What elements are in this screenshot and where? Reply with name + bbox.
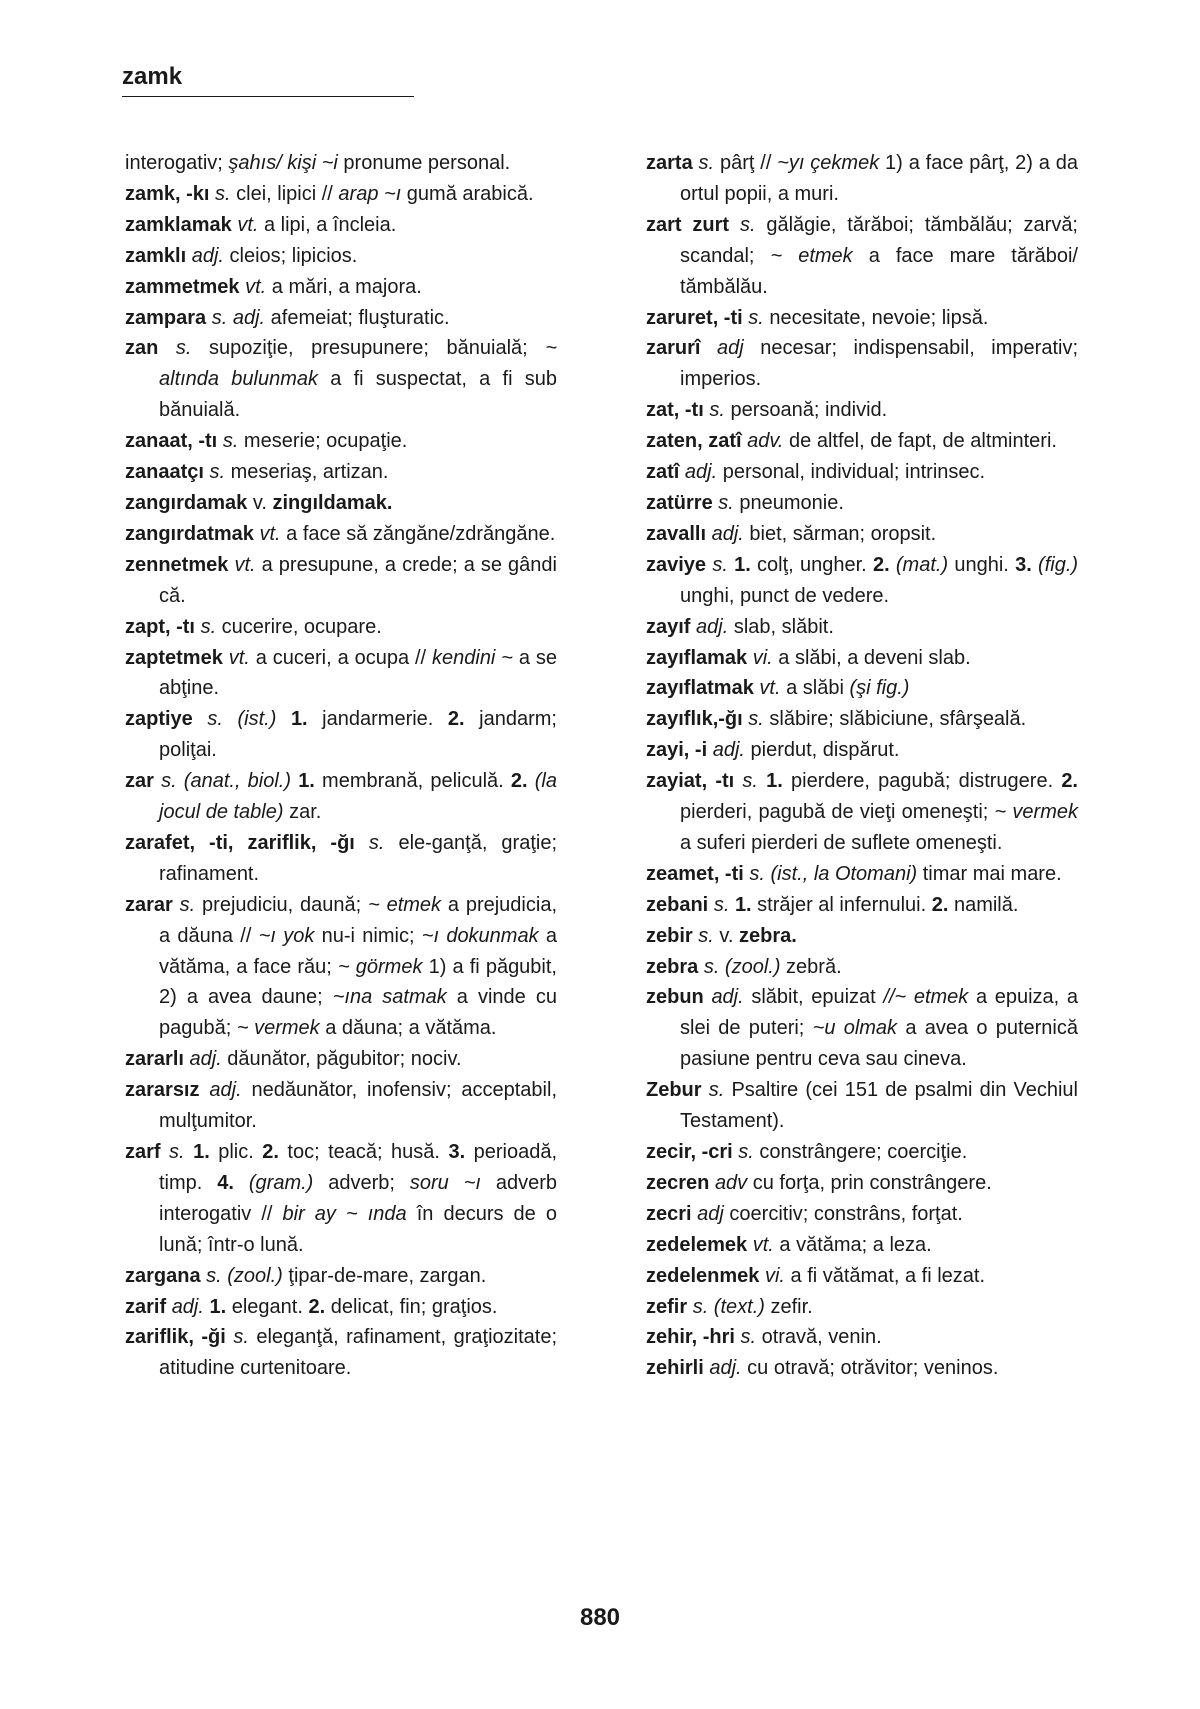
dictionary-entry: zamklı adj. cleios; lipicios.: [125, 244, 358, 267]
page-number: 880: [579, 1604, 621, 1631]
dictionary-entry: zararsız adj. nedăunător, inofensiv; acceptabil, mulţumitor.: [125, 1079, 557, 1133]
dictionary-entry: zebra s. (zool.) zebră.: [646, 955, 842, 978]
dictionary-entry: zedelenmek vi. a fi vătămat, a fi lezat.: [646, 1264, 986, 1287]
dictionary-entry: zayi, -i adj. pierdut, dispărut.: [646, 739, 900, 762]
dictionary-entry: zebani s. 1. străjer al infernului. 2. namilă.: [646, 893, 1019, 916]
dictionary-entry: zennetmek vt. a presupune, a crede; a se gândi că.: [125, 553, 557, 607]
dictionary-entry: zarar s. prejudiciu, daună; ~ etmek a prejudicia, a dăuna // ~ı yok nu-i nimic; ~ı dokunmak a vătăma, a face rău; ~ görmek 1) a fi păgubit, 2) a avea daune; ~ına satmak a vinde cu pagubă; ~ vermek a dăuna; a vătăma.: [125, 893, 557, 1040]
dictionary-entry: zarf s. 1. plic. 2. toc; teacă; husă. 3. perioadă, timp. 4. (gram.) adverb; soru ~ı adverb interogativ // bir ay ~ ında în decurs de o lună; într-o lună.: [125, 1141, 558, 1256]
dictionary-entry: zart zurt s. gălăgie, tărăboi; tămbălău; zarvă; scandal; ~ etmek a face mare tărăboi/ tămbălău.: [646, 213, 1078, 298]
dictionary-entry: zarif adj. 1. elegant. 2. delicat, fin; graţios.: [125, 1295, 498, 1318]
dictionary-entry: zayıf adj. slab, slăbit.: [646, 615, 834, 638]
dictionary-entry: zaptiye s. (ist.) 1. jandarmerie. 2. jandarm; poliţai.: [125, 708, 557, 762]
dictionary-entry: zayıflık,-ğı s. slăbire; slăbiciune, sfârşeală.: [646, 708, 1027, 731]
dictionary-entry: zariflik, -ği s. eleganţă, rafinament, graţiozitate; atitudine curtenitoare.: [125, 1326, 558, 1380]
left-column: [125, 148, 557, 1384]
dictionary-entry: interogativ; şahıs/ kişi ~i pronume personal.: [125, 152, 511, 174]
dictionary-entry: zavallı adj. biet, sărman; oropsit.: [646, 522, 937, 545]
dictionary-entry: zammetmek vt. a mări, a majora.: [125, 275, 422, 298]
dictionary-entry: zayıflamak vi. a slăbi, a deveni slab.: [646, 646, 971, 669]
dictionary-entry: zargana s. (zool.) ţipar-de-mare, zargan.: [125, 1264, 487, 1287]
dictionary-entry: zampara s. adj. afemeiat; fluşturatic.: [125, 306, 450, 329]
dictionary-entry: zecren adv cu forţa, prin constrângere.: [646, 1171, 992, 1194]
dictionary-entry: zedelemek vt. a vătăma; a leza.: [646, 1233, 932, 1256]
dictionary-entry: zatî adj. personal, individual; intrinsec.: [646, 461, 986, 484]
dictionary-entry: zebir s. v. zebra.: [646, 924, 797, 947]
dictionary-entry: zaviye s. 1. colţ, ungher. 2. (mat.) unghi. 3. (fig.) unghi, punct de vedere.: [646, 553, 1079, 607]
dictionary-entry: zangırdatmak vt. a face să zăngăne/zdrăngăne.: [125, 522, 556, 545]
dictionary-entry: zar s. (anat., biol.) 1. membrană, peliculă. 2. (la jocul de table) zar.: [125, 770, 557, 824]
dictionary-entry: zarta s. pârţ // ~yı çekmek 1) a face pârţ, 2) a da ortul popii, a muri.: [646, 152, 1079, 205]
dictionary-entry: zeamet, -ti s. (ist., la Otomani) timar mai mare.: [646, 862, 1062, 885]
dictionary-entry: zanaat, -tı s. meserie; ocupaţie.: [125, 430, 408, 453]
dictionary-entry: zarurî adj necesar; indispensabil, imperativ; imperios.: [646, 337, 1078, 391]
dictionary-entry: zaptetmek vt. a cuceri, a ocupa // kendini ~ a se abţine.: [125, 646, 558, 700]
dictionary-entry: zecri adj coercitiv; constrâns, forţat.: [646, 1202, 963, 1225]
dictionary-entry: Zebur s. Psaltire (cei 151 de psalmi din Vechiul Testament).: [646, 1079, 1078, 1133]
dictionary-entry: zamk, -kı s. clei, lipici // arap ~ı gumă arabică.: [125, 182, 534, 205]
dictionary-entry: zaruret, -ti s. necesitate, nevoie; lipsă.: [646, 306, 989, 329]
dictionary-entry: zefir s. (text.) zefir.: [646, 1295, 813, 1318]
dictionary-entry: zanaatçı s. meseriaş, artizan.: [125, 461, 389, 484]
dictionary-entry: zangırdamak v. zingıldamak.: [125, 491, 393, 514]
dictionary-entry: zaten, zatî adv. de altfel, de fapt, de altminteri.: [646, 430, 1057, 453]
dictionary-entry: zecir, -cri s. constrângere; coerciţie.: [646, 1141, 968, 1163]
right-column: [646, 148, 1078, 1384]
dictionary-entry: zamklamak vt. a lipi, a încleia.: [125, 213, 397, 236]
dictionary-entry: zayıflatmak vt. a slăbi (şi fig.): [646, 677, 910, 700]
dictionary-entry: zehir, -hri s. otravă, venin.: [646, 1326, 882, 1349]
running-head: zamk: [122, 58, 414, 97]
dictionary-entry: zebun adj. slăbit, epuizat //~ etmek a epuiza, a slei de puteri; ~u olmak a avea o puternică pasiune pentru ceva sau cineva.: [646, 986, 1078, 1071]
dictionary-entry: zararlı adj. dăunător, păgubitor; nociv.: [125, 1048, 462, 1071]
dictionary-entry: zarafet, -ti, zariflik, -ğı s. ele-ganţă, graţie; rafinament.: [125, 831, 558, 885]
dictionary-entry: zatürre s. pneumonie.: [646, 491, 844, 514]
dictionary-entry: zan s. supoziţie, presupunere; bănuială; ~ altında bulunmak a fi suspectat, a fi sub bănuială.: [125, 337, 557, 422]
dictionary-entry: zat, -tı s. persoană; individ.: [646, 399, 888, 422]
dictionary-entry: zehirli adj. cu otravă; otrăvitor; veninos.: [646, 1357, 999, 1380]
dictionary-entry: zapt, -tı s. cucerire, ocupare.: [125, 615, 382, 638]
dictionary-entry: zayiat, -tı s. 1. pierdere, pagubă; distrugere. 2. pierderi, pagubă de vieţi omeneşti; ~ vermek a suferi pierderi de suflete omeneşti.: [646, 770, 1078, 854]
